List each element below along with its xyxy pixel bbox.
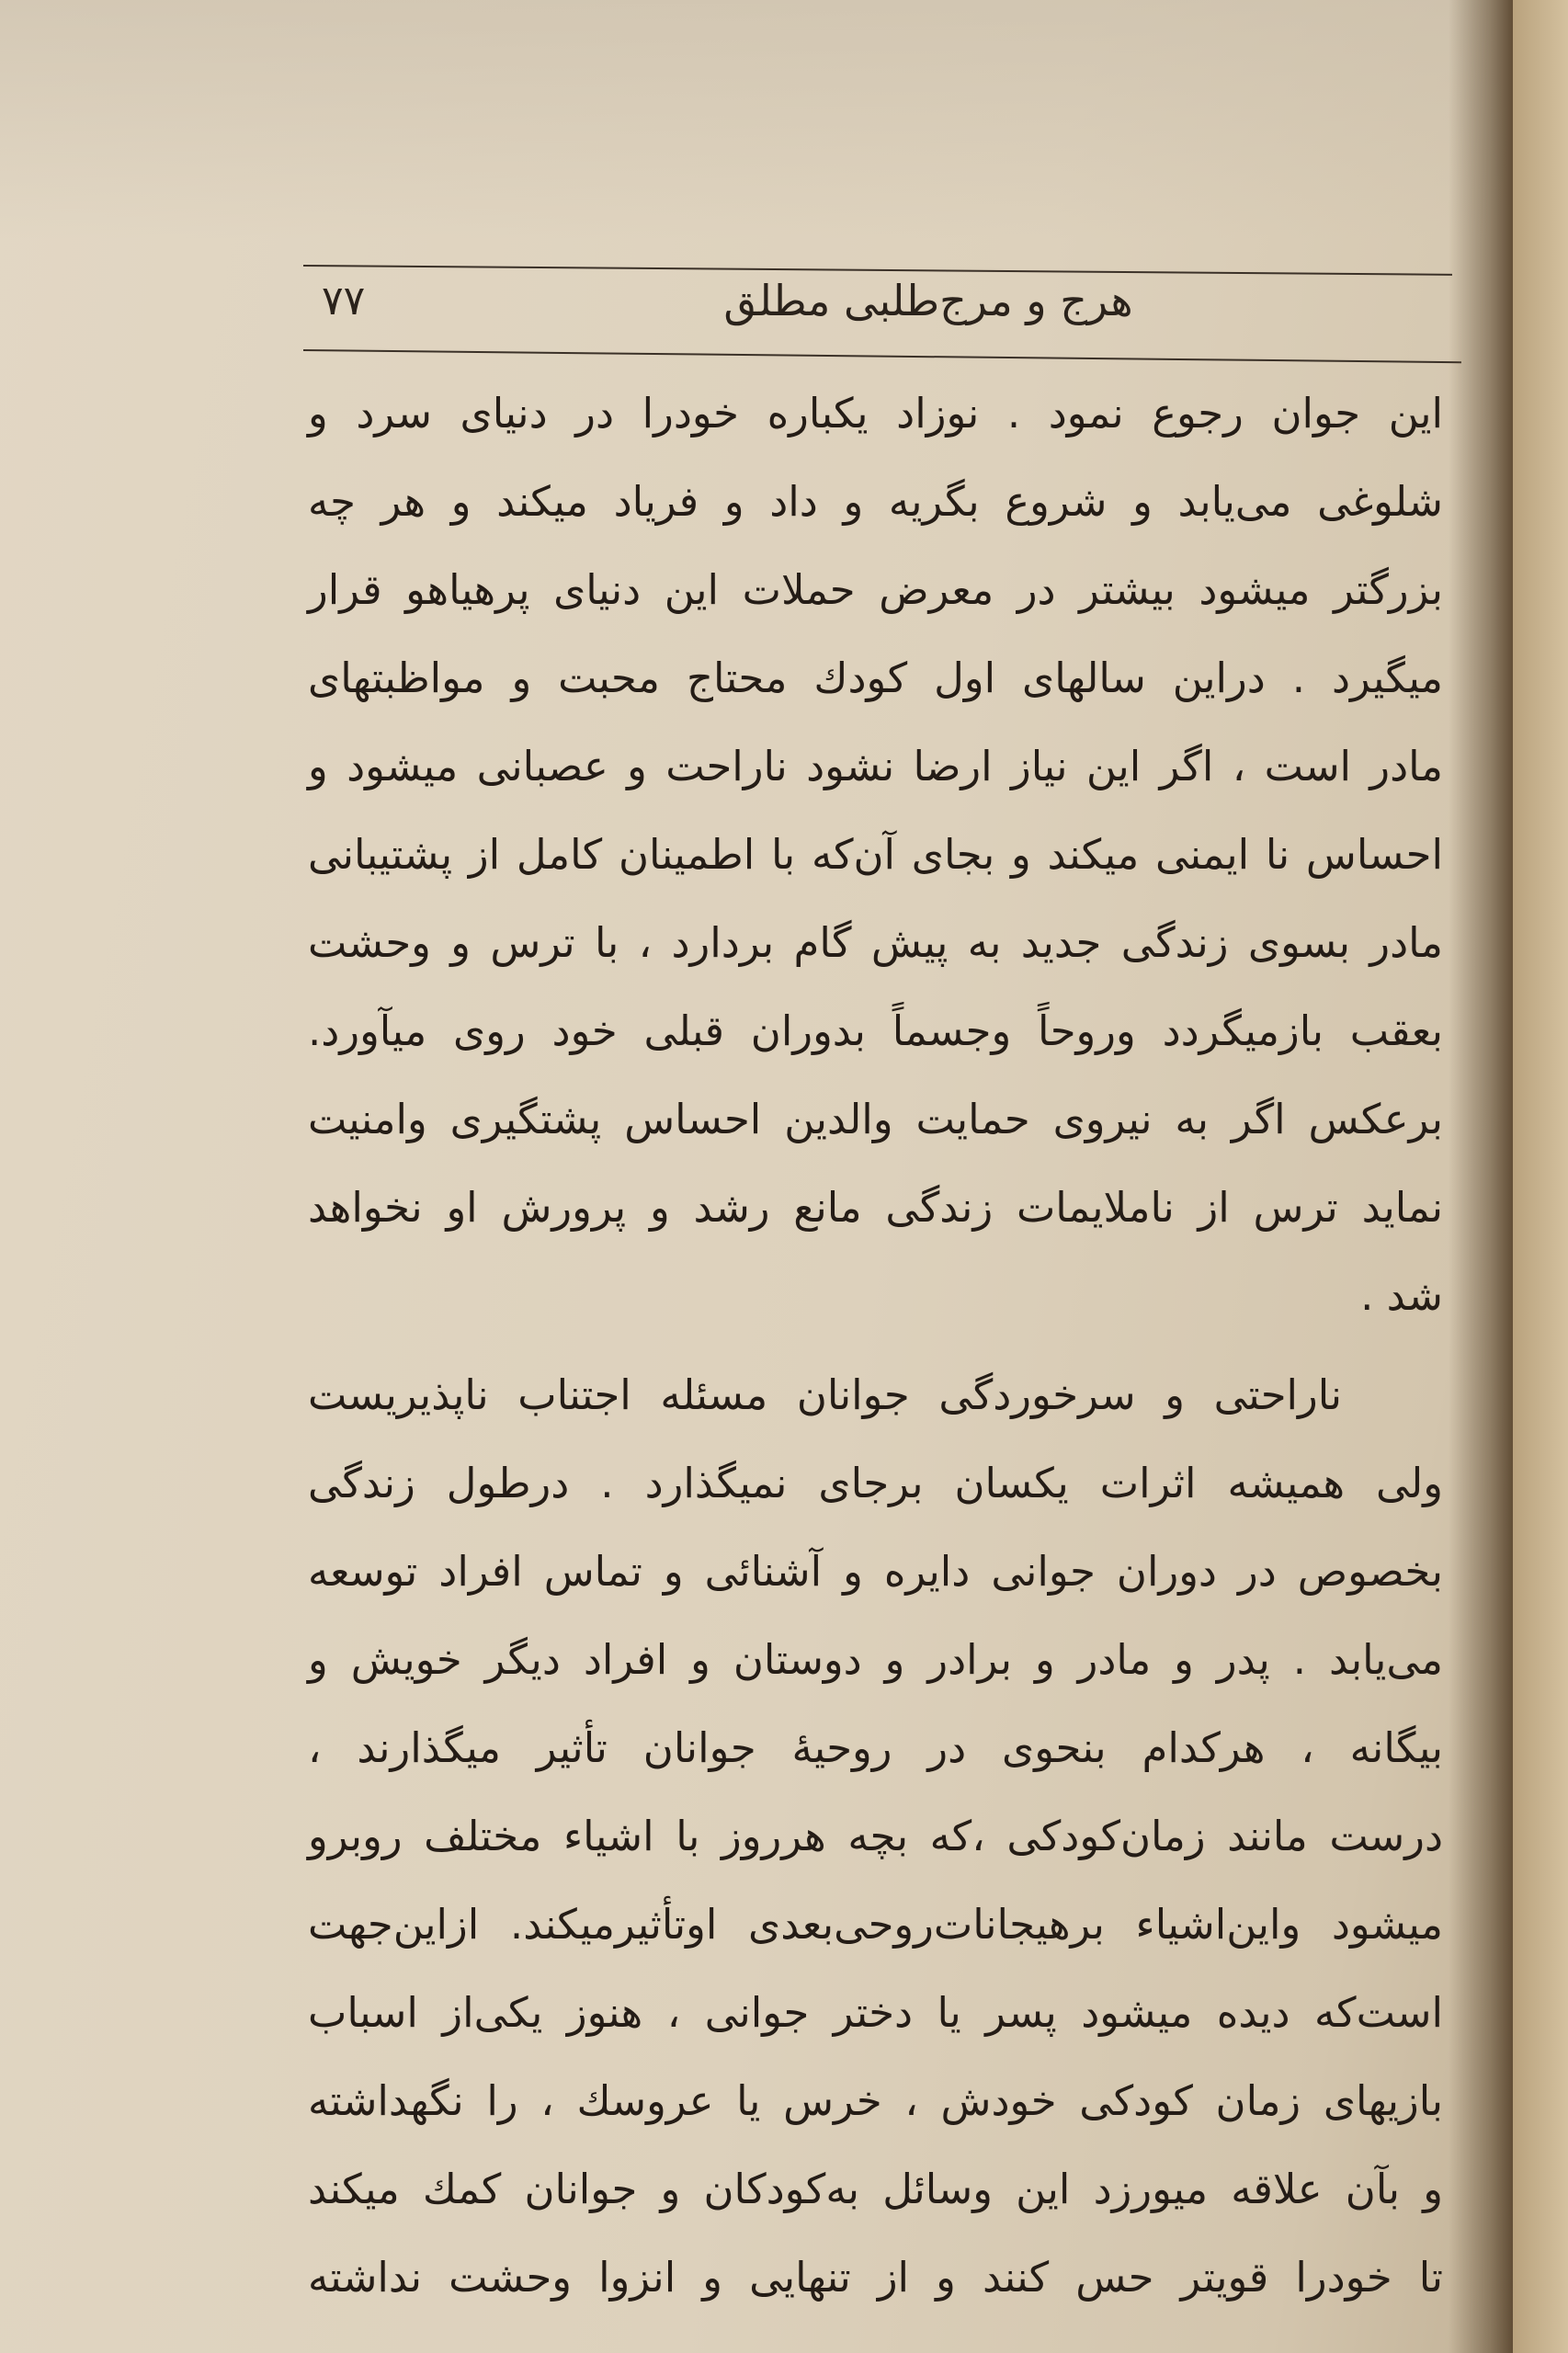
text-line: تا خودرا قویتر حس کنند و از تنهایی و انزوا وحشت نداشته xyxy=(308,2253,1443,2302)
text-line: شد . xyxy=(1360,1271,1443,1320)
text-line: نماید ترس از ناملایمات زندگی مانع رشد و پرورش او نخواهد xyxy=(308,1183,1443,1232)
body-text xyxy=(308,369,1443,2322)
text-line: بیگانه ، هرکدام بنحوی در روحیهٔ جوانان تأثیر میگذارند ، xyxy=(308,1723,1443,1772)
text-line: ناراحتی و سرخوردگی جوانان مسئله اجتناب ناپذیریست xyxy=(308,1370,1342,1419)
running-title: هرج و مرج‌طلبی مطلق xyxy=(723,276,1133,325)
text-line: بازیهای زمان کودکی خودش ، خرس یا عروسك ، را نگهداشته xyxy=(308,2076,1443,2125)
text-line: احساس نا ایمنی میکند و بجای آن‌که با اطمینان کامل از پشتیبانی xyxy=(308,830,1443,879)
text-line: است‌که دیده میشود پسر یا دختر جوانی ، هنوز یکی‌از اسباب xyxy=(308,1988,1443,2037)
text-line: بزرگتر میشود بیشتر در معرض حملات این دنیای پرهیاهو قرار xyxy=(308,565,1443,614)
text-line: می‌یابد . پدر و مادر و برادر و دوستان و افراد دیگر خویش و xyxy=(308,1635,1443,1684)
text-line: مادر بسوی زندگی جدید به پیش گام بردارد ، با ترس و وحشت xyxy=(308,918,1443,967)
header-top-rule xyxy=(303,265,1452,276)
text-line: درست مانند زمان‌کودکی ،که بچه هرروز با اشیاء مختلف روبرو xyxy=(308,1812,1443,1860)
text-line: برعکس اگر به نیروی حمایت والدین احساس پشتگیری وامنیت xyxy=(308,1095,1443,1143)
header-bottom-rule xyxy=(303,349,1461,363)
text-line: میشود واین‌اشیاء برهیجانات‌روحی‌بعدی اوتأثیرمیکند. ازاین‌جهت xyxy=(308,1900,1443,1949)
text-line: بعقب بازمیگردد وروحاً وجسماً بدوران قبلی خود روی میآورد. xyxy=(308,1006,1443,1055)
text-line: ولی همیشه اثرات یکسان برجای نمیگذارد . درطول زندگی xyxy=(308,1459,1443,1507)
paragraph-1 xyxy=(308,369,1443,1340)
text-line: بخصوص در دوران جوانی دایره و آشنائی و تماس افراد توسعه xyxy=(308,1547,1443,1596)
page-shadow xyxy=(0,0,1568,239)
text-line: مادر است ، اگر این نیاز ارضا نشود ناراحت و عصبانی میشود و xyxy=(308,742,1443,790)
next-page-edge xyxy=(1513,0,1568,2353)
page-number: ۷۷ xyxy=(322,278,366,324)
text-line: و بآن علاقه میورزد این وسائل به‌کودکان و جوانان کمك میکند xyxy=(308,2165,1443,2213)
text-line: شلوغی می‌یابد و شروع بگریه و داد و فریاد میکند و هر چه xyxy=(308,477,1443,526)
text-line: این جوان رجوع نمود . نوزاد یکباره خودرا در دنیای سرد و xyxy=(308,389,1443,438)
text-line: میگیرد . دراین سالهای اول کودك محتاج محبت و مواظبتهای xyxy=(308,654,1443,702)
paragraph-2 xyxy=(308,1351,1443,2322)
